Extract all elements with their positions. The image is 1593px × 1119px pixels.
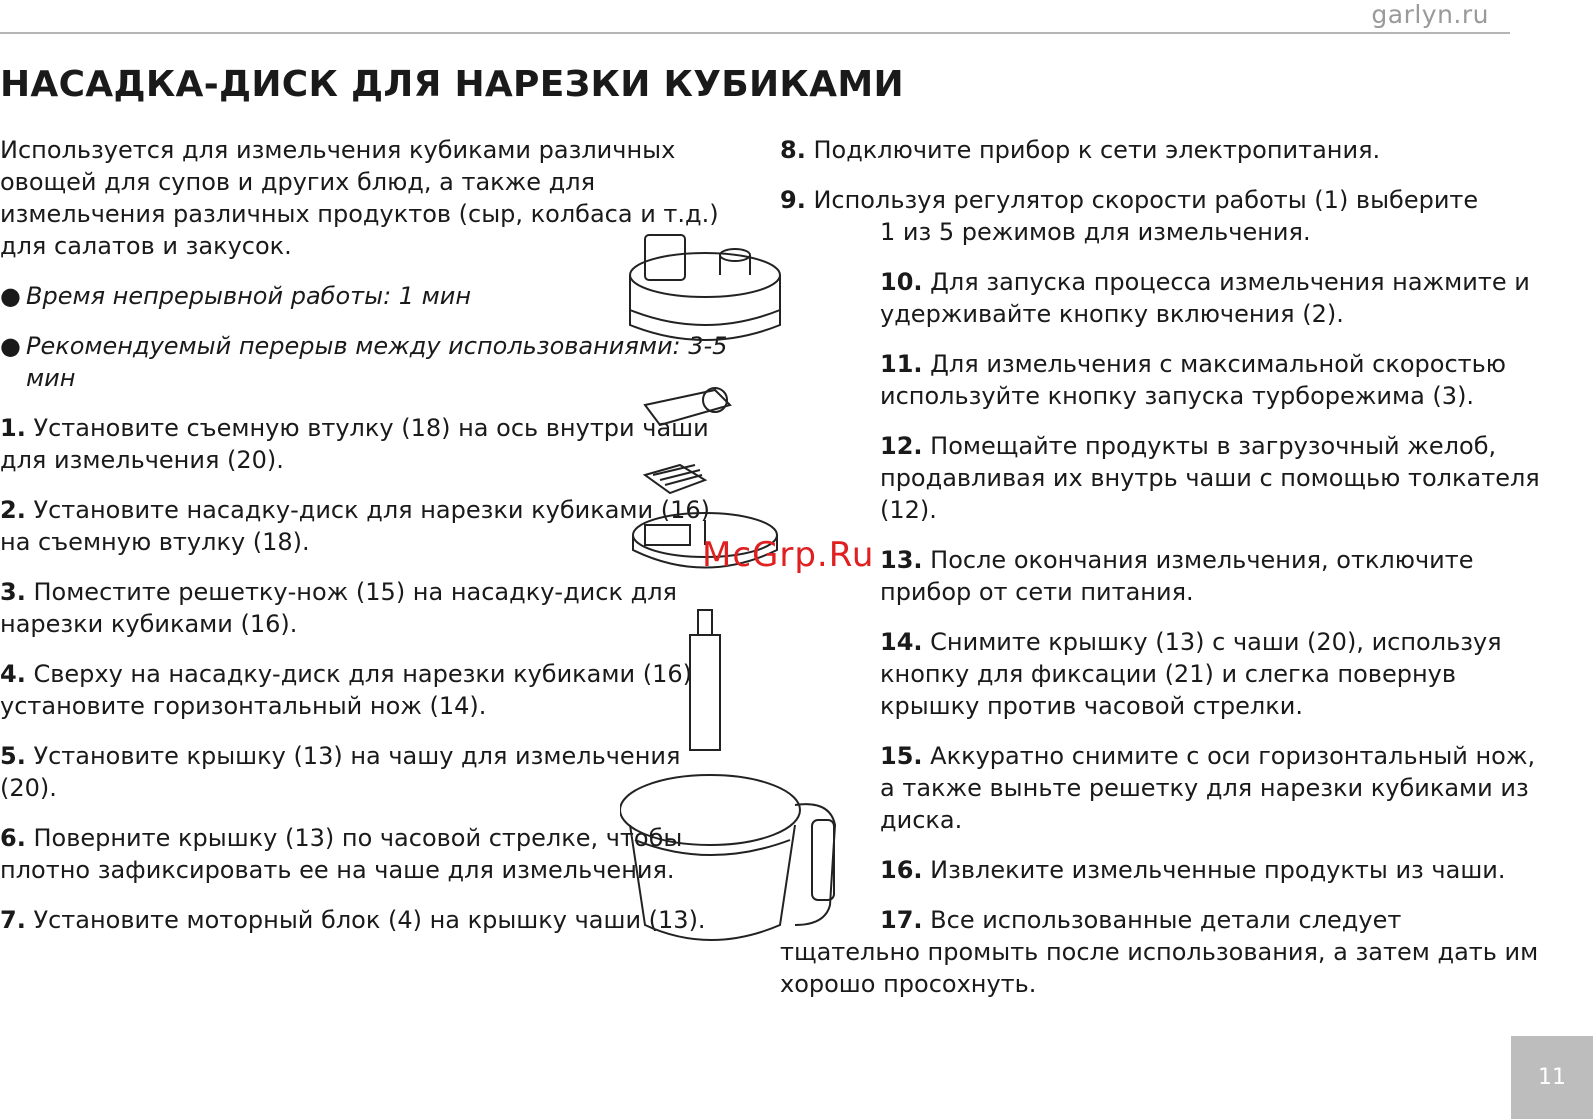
site-url: garlyn.ru: [1371, 0, 1489, 29]
page-number: 11: [1511, 1036, 1593, 1119]
header-divider: [0, 32, 1510, 34]
intro-text: Используется для измельчения кубиками различных овощей для супов и других блюд, а также для измельчения различных продуктов (сыр, колбаса и т.д.) для салатов и закусок.: [0, 136, 719, 260]
step-12: 12. Помещайте продукты в загрузочный желоб, продавливая их внутрь чаши с помощью толкателя (12).: [880, 432, 1540, 524]
right-column: [780, 134, 1540, 1018]
step-16: 16. Извлеките измельченные продукты из чаши.: [880, 856, 1506, 884]
step-5: 5. Установите крышку (13) на чашу для измельчения (20).: [0, 742, 681, 802]
bullet-dot-icon: ●: [0, 282, 21, 310]
step-15: 15. Аккуратно снимите с оси горизонтальный нож, а также выньте решетку для нарезки кубиками из диска.: [880, 742, 1536, 834]
step-17: 17. Все использованные детали следует тщательно промыть после использования, а затем дать им хорошо просохнуть.: [780, 906, 1539, 998]
step-2: 2. Установите насадку-диск для нарезки кубиками (16) на съемную втулку (18).: [0, 496, 711, 556]
page-title: НАСАДКА-ДИСК ДЛЯ НАРЕЗКИ КУБИКАМИ: [0, 64, 904, 105]
watermark: McGrp.Ru: [702, 535, 875, 575]
step-11: 11. Для измельчения с максимальной скоростью используйте кнопку запуска турборежима (3).: [880, 350, 1506, 410]
step-14: 14. Снимите крышку (13) с чаши (20), используя кнопку для фиксации (21) и слегка повернув крышку против часовой стрелки.: [880, 628, 1502, 720]
step-7: 7. Установите моторный блок (4) на крышку чаши (13).: [0, 906, 706, 934]
step-13: 13. После окончания измельчения, отключите прибор от сети питания.: [880, 546, 1474, 606]
bullet-item: ● Время непрерывной работы: 1 мин: [0, 282, 472, 310]
step-3: 3. Поместите решетку-нож (15) на насадку-диск для нарезки кубиками (16).: [0, 578, 677, 638]
lid-icon: [630, 235, 780, 340]
step-1: 1. Установите съемную втулку (18) на ось внутри чаши для измельчения (20).: [0, 414, 709, 474]
step-6: 6. Поверните крышку (13) по часовой стрелке, чтобы плотно зафиксировать ее на чаше для измельчения.: [0, 824, 683, 884]
step-9: 9. Используя регулятор скорости работы (1) выберите 1 из 5 режимов для измельчения.: [780, 186, 1479, 246]
step-10: 10. Для запуска процесса измельчения нажмите и удерживайте кнопку включения (2).: [880, 268, 1530, 328]
blade-icon: [645, 388, 730, 425]
shaft-icon: [690, 610, 720, 750]
step-8: 8. Подключите прибор к сети электропитания.: [780, 136, 1381, 164]
bullet-item: ● Рекомендуемый перерыв между использованиями: 3-5 мин: [0, 332, 728, 392]
bullet-dot-icon: ●: [0, 332, 21, 360]
grid-knife-icon: [645, 465, 705, 493]
step-4: 4. Сверху на насадку-диск для нарезки кубиками (16) установите горизонтальный нож (14).: [0, 660, 692, 720]
